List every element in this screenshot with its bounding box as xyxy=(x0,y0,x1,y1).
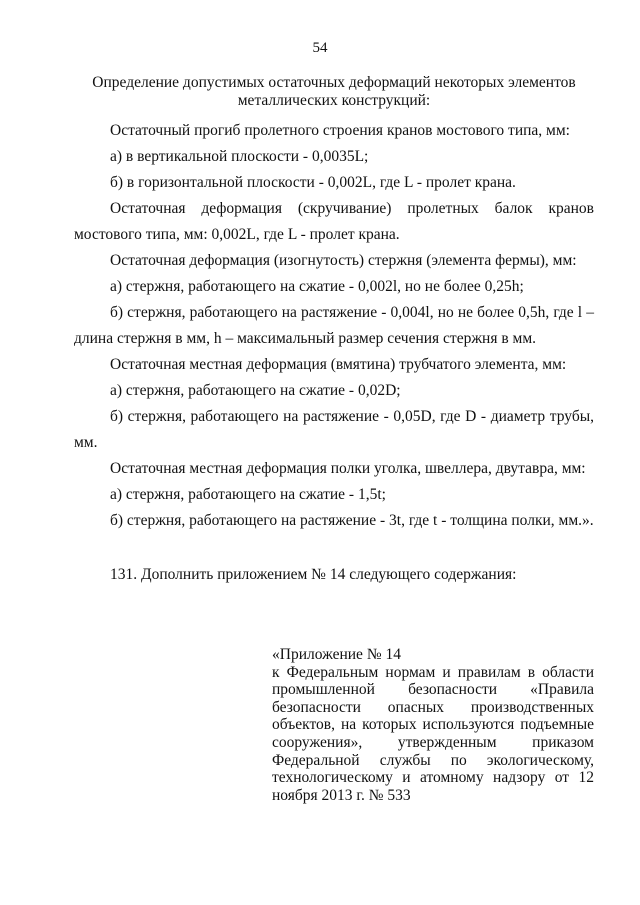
paragraph-rod-curvature: Остаточная деформация (изогнутость) стержня (элемента фермы), мм: xyxy=(110,252,577,269)
paragraph-tube-tension: б) стержня, работающего на растяжение - 0,05D, где D - диаметр трубы, мм. xyxy=(74,408,594,451)
page-number: 54 xyxy=(312,40,328,56)
section-heading-line-1: Определение допустимых остаточных деформаций некоторых элементов xyxy=(92,74,576,91)
appendix-title: «Приложение № 14 xyxy=(272,646,401,663)
paragraph-tubular-dent: Остаточная местная деформация (вмятина) трубчатого элемента, мм: xyxy=(110,356,567,373)
paragraph-vertical-plane: а) в вертикальной плоскости - 0,0035L; xyxy=(110,148,369,165)
appendix-reference: к Федеральным нормам и правилам в области промышленной безопасности «Правила безопасности опасных производственных объектов, на которых используются подъемные сооружения», утвержденным приказом Федеральной службы по экологическому, технологическому и атомному надзору от 12 ноября 2013 г. № 533 xyxy=(272,663,594,804)
paragraph-tube-compression: а) стержня, работающего на сжатие - 0,02D; xyxy=(110,382,401,399)
section-heading xyxy=(74,74,594,110)
paragraph-rod-tension: б) стержня, работающего на растяжение - 0,004l, но не более 0,5h, где l – длина стержня в мм, h – максимальный размер сечения стержня в мм. xyxy=(74,304,594,347)
paragraph-flange-compression: а) стержня, работающего на сжатие - 1,5t; xyxy=(110,486,386,503)
paragraph-flange-deformation: Остаточная местная деформация полки уголка, швеллера, двутавра, мм: xyxy=(110,460,586,477)
appendix-header xyxy=(272,646,594,804)
section-heading-line-2: металлических конструкций: xyxy=(237,92,431,109)
paragraph-residual-deflection: Остаточный прогиб пролетного строения кранов мостового типа, мм: xyxy=(110,122,570,139)
paragraph-twisting-deformation: Остаточная деформация (скручивание) пролетных балок кранов мостового типа, мм: 0,002L, где L - пролет крана. xyxy=(74,200,594,243)
paragraph-item-131: 131. Дополнить приложением № 14 следующего содержания: xyxy=(110,566,517,583)
paragraph-flange-tension: б) стержня, работающего на растяжение - 3t, где t - толщина полки, мм.». xyxy=(110,512,594,529)
document-body xyxy=(74,118,594,588)
paragraph-rod-compression: а) стержня, работающего на сжатие - 0,002l, но не более 0,25h; xyxy=(110,278,524,295)
paragraph-horizontal-plane: б) в горизонтальной плоскости - 0,002L, где L - пролет крана. xyxy=(110,174,516,191)
